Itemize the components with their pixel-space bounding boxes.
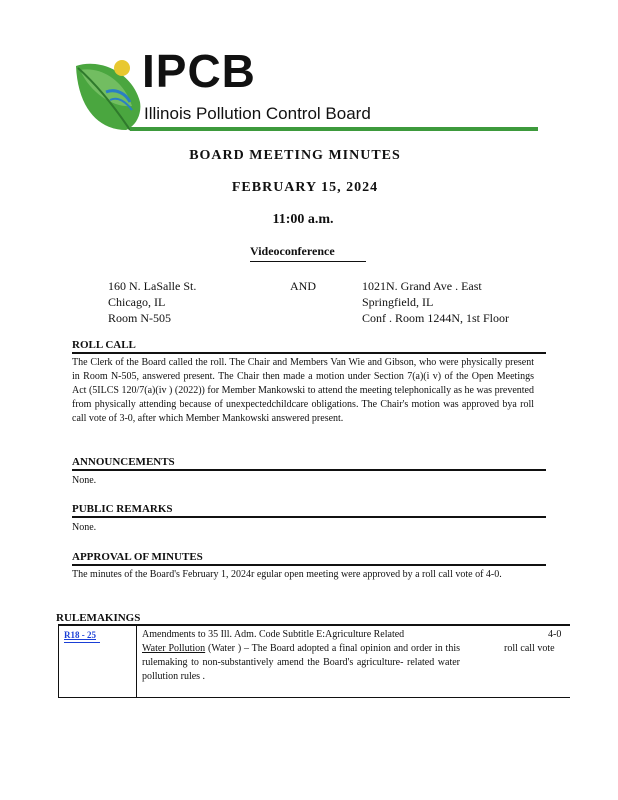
meeting-time: 11:00 a.m. xyxy=(272,212,334,227)
table-border xyxy=(58,626,59,698)
section-rule xyxy=(72,516,546,518)
address-line: 160 N. LaSalle St. xyxy=(108,279,197,293)
docket-link[interactable]: R18 - 25 xyxy=(64,630,96,640)
rulemaking-title-link[interactable]: Water Pollution xyxy=(142,643,206,654)
address-line: Chicago, IL xyxy=(108,295,166,309)
header-divider xyxy=(130,127,538,131)
header-logo xyxy=(70,45,540,132)
logo-text: IPCB xyxy=(142,45,256,97)
docket-underline xyxy=(64,642,100,643)
locations-and: AND xyxy=(290,279,316,293)
section-heading-public-remarks: PUBLIC REMARKS xyxy=(72,503,173,515)
leaf-logo-icon xyxy=(70,52,150,132)
address-line: Springfield, IL xyxy=(362,295,434,309)
page-title: BOARD MEETING MINUTES xyxy=(189,148,401,163)
address-line: 1021N. Grand Ave . East xyxy=(362,279,482,293)
section-heading-rulemakings: RULEMAKINGS xyxy=(56,612,141,624)
section-rule xyxy=(72,469,546,471)
vote-label: roll call vote xyxy=(504,643,555,654)
rulemaking-description xyxy=(142,628,460,684)
vote-count: 4-0 xyxy=(548,629,562,640)
section-heading-approval: APPROVAL OF MINUTES xyxy=(72,551,203,563)
table-divider xyxy=(136,626,137,698)
approval-text: The minutes of the Board's February 1, 2024r egular open meeting were approved by a roll call vote of 4-0. xyxy=(72,569,502,580)
location-springfield xyxy=(362,278,509,326)
location-chicago xyxy=(108,278,196,326)
rulemaking-summary: (Water ) – The Board adopted a final opinion and order in this rulemaking to non-substantively amend the Board's agriculture- related water pollution rules . xyxy=(142,643,461,682)
section-heading-announcements: ANNOUNCEMENTS xyxy=(72,456,175,468)
rulemaking-table xyxy=(58,626,570,698)
section-rule xyxy=(72,352,546,354)
venue xyxy=(250,244,366,262)
address-line: Conf . Room 1244N, 1st Floor xyxy=(362,311,510,325)
public-remarks-text: None. xyxy=(72,522,97,533)
table-border xyxy=(58,697,570,698)
section-rule xyxy=(72,564,546,566)
org-name: Illinois Pollution Control Board xyxy=(144,104,371,123)
roll-call-text: The Clerk of the Board called the roll. The Chair and Members Van Wie and Gibson, who were physically present in Room N-505, answered present. The Chair then made a motion under Section 7(a)(i v) of the Open Meetings Act (5ILCS 120/7(a)(iv ) (2022)) for Member Mankowski to attend the meeting telephonically as he was prevented from physically attending because of unexpectedchildcare obligations. The Chair's motion was approved bya roll call vote of 3-0, after which Member Mankowski answered present. xyxy=(72,357,534,424)
venue-underline xyxy=(250,261,366,262)
section-heading-roll-call: ROLL CALL xyxy=(72,339,136,351)
venue-label: Videoconference xyxy=(250,244,335,258)
announcements-text: None. xyxy=(72,475,97,486)
address-line: Room N-505 xyxy=(108,311,171,325)
rulemaking-details xyxy=(142,642,460,684)
meeting-date: FEBRUARY 15, 2024 xyxy=(231,180,379,195)
rulemaking-title: Amendments to 35 Ill. Adm. Code Subtitle E:Agriculture Related xyxy=(142,629,405,640)
